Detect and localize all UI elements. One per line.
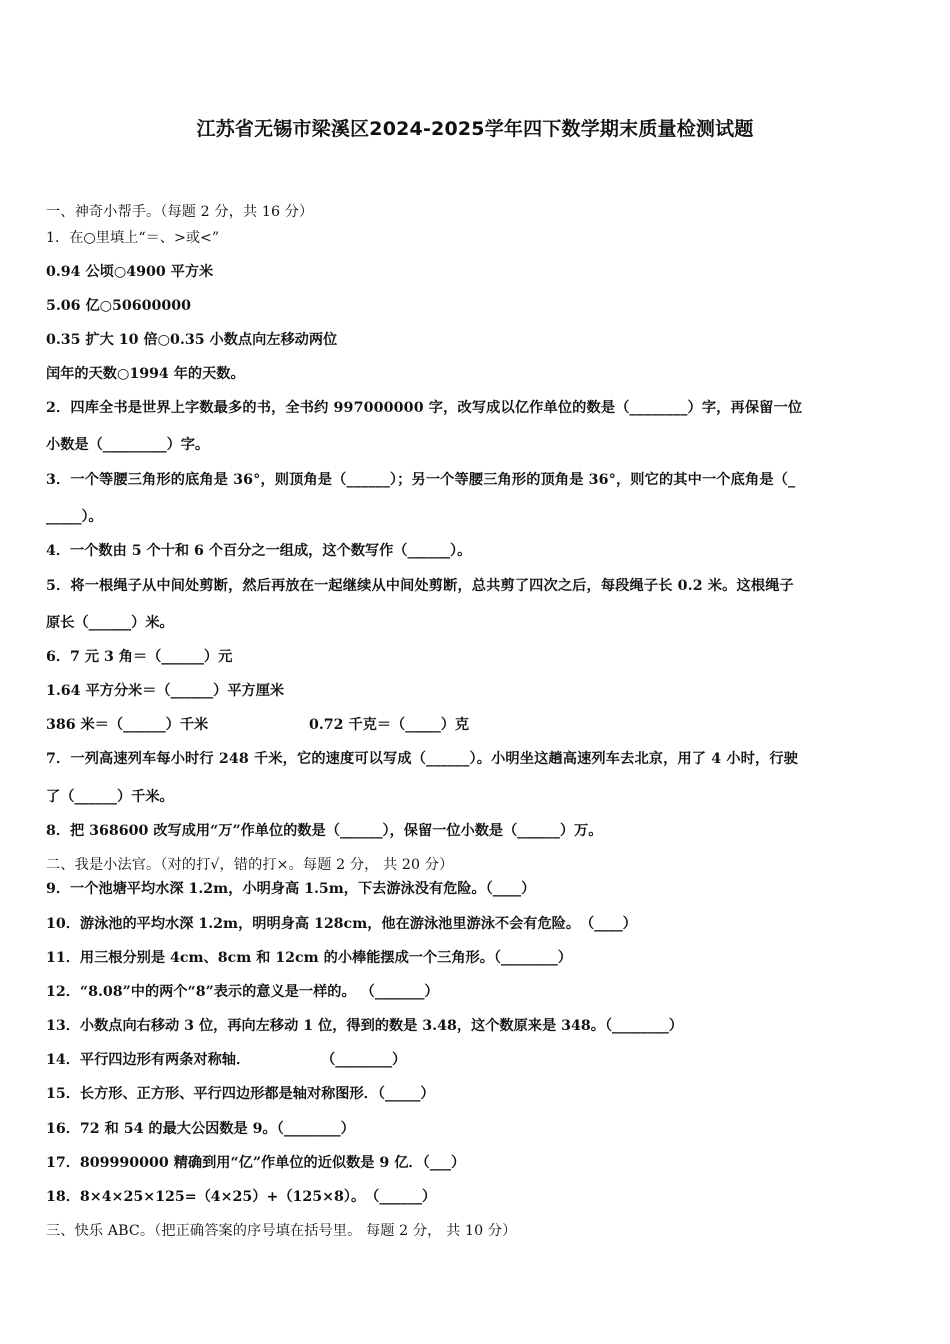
question-16: 16．72 和 54 的最大公因数是 9。（________） — [46, 1121, 355, 1137]
question-13: 13．小数点向右移动 3 位，再向左移动 1 位，得到的数是 3.48，这个数原来是 348。（________） — [46, 1018, 683, 1034]
question-6-item-c: 386 米＝（______）千米 — [46, 717, 209, 733]
question-4: 4．一个数由 5 个十和 6 个百分之一组成，这个数写作（______）。 — [46, 543, 472, 559]
question-15: 15．长方形、正方形、平行四边形都是轴对称图形．（_____） — [46, 1086, 435, 1102]
question-1-item-c: 0.35 扩大 10 倍○0.35 小数点向左移动两位 — [46, 332, 338, 348]
question-7-line-2: 了（______）千米。 — [46, 789, 174, 805]
section-heading-3: 三、快乐 ABC。（把正确答案的序号填在括号里。 每题 2 分， 共 10 分） — [46, 1223, 517, 1239]
section-heading-1: 一、神奇小帮手。（每题 2 分，共 16 分） — [46, 204, 314, 220]
question-6-item-b: 1.64 平方分米＝（______）平方厘米 — [46, 683, 285, 699]
question-6-item-d: 0.72 千克＝（_____）克 — [309, 717, 470, 733]
question-11: 11．用三根分别是 4cm、8cm 和 12cm 的小棒能摆成一个三角形。（________） — [46, 950, 572, 966]
question-14: 14．平行四边形有两条对称轴． （________） — [46, 1052, 407, 1068]
question-5-line-2: 原长（______）米。 — [46, 615, 174, 631]
question-12: 12．“8.08”中的两个“8”表示的意义是一样的。 （_______） — [46, 984, 439, 1000]
page-title: 江苏省无锡市梁溪区2024-2025学年四下数学期末质量检测试题 — [196, 118, 754, 140]
question-8: 8．把 368600 改写成用“万”作单位的数是（______），保留一位小数是（______）万。 — [46, 823, 603, 839]
question-3-line-2: _____）。 — [46, 509, 103, 525]
question-10: 10．游泳池的平均水深 1.2m，明明身高 128cm，他在游泳池里游泳不会有危险。 （____） — [46, 916, 637, 932]
question-17: 17．809990000 精确到用“亿”作单位的近似数是 9 亿．（___） — [46, 1155, 466, 1171]
question-1-item-b: 5.06 亿○50600000 — [46, 298, 192, 314]
section-heading-2: 二、我是小法官。（对的打√，错的打×。每题 2 分， 共 20 分） — [46, 857, 454, 873]
question-1-item-a: 0.94 公顷○4900 平方米 — [46, 264, 214, 280]
question-9: 9．一个池塘平均水深 1.2m，小明身高 1.5m，下去游泳没有危险。（____） — [46, 881, 536, 897]
question-6-row-c — [46, 715, 906, 735]
question-6-item-a: 6．7 元 3 角＝（______）元 — [46, 649, 233, 665]
question-2-line-1: 2．四库全书是世界上字数最多的书，全书约 997000000 字，改写成以亿作单位的数是（________）字，再保留一位 — [46, 400, 803, 416]
question-5-line-1: 5．将一根绳子从中间处剪断，然后再放在一起继续从中间处剪断，总共剪了四次之后，每段绳子长 0.2 米。这根绳子 — [46, 578, 794, 594]
question-1: 1．在○里填上“＝、>或<” — [46, 230, 220, 246]
question-3-line-1: 3．一个等腰三角形的底角是 36°，则顶角是（______）；另一个等腰三角形的顶角是 36°，则它的其中一个底角是（_ — [46, 472, 796, 488]
question-2-line-2: 小数是（_________）字。 — [46, 437, 210, 453]
question-1-item-d: 闰年的天数○1994 年的天数。 — [46, 366, 245, 382]
question-18: 18．8×4×25×125=（4×25）+（125×8）。 （______） — [46, 1189, 437, 1205]
question-7-line-1: 7．一列高速列车每小时行 248 千米，它的速度可以写成（______）。小明坐这趟高速列车去北京，用了 4 小时，行驶 — [46, 751, 799, 767]
